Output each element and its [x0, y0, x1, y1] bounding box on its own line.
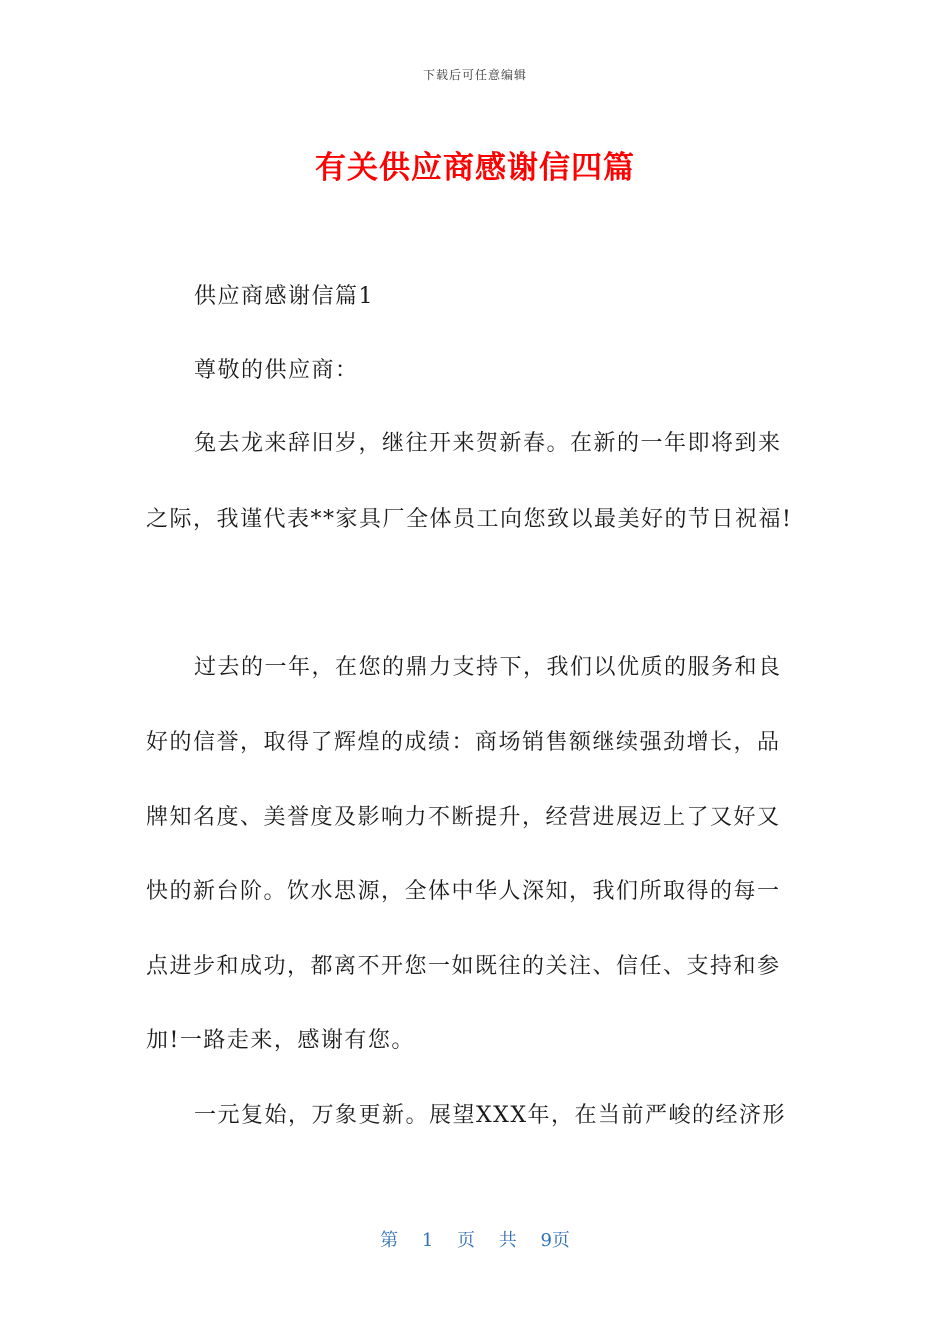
paragraph2-line5: 点进步和成功，都离不开您一如既往的关注、信任、支持和参 — [146, 954, 781, 979]
footer-page-number: 1 — [421, 1230, 434, 1251]
paragraph1-line1: 兔去龙来辞旧岁，继往开来贺新春。在新的一年即将到来 — [194, 431, 782, 456]
footer-prefix: 第 — [380, 1230, 399, 1251]
paragraph2-line1: 过去的一年，在您的鼎力支持下，我们以优质的服务和良 — [194, 655, 782, 680]
paragraph3-line1: 一元复始，万象更新。展望XXX年，在当前严峻的经济形 — [194, 1103, 786, 1128]
paragraph2-line4: 快的新台阶。饮水思源，全体中华人深知，我们所取得的每一 — [146, 879, 781, 904]
section-heading: 供应商感谢信篇1 — [194, 284, 374, 309]
header-note: 下载后可任意编辑 — [422, 68, 527, 82]
paragraph2-line2: 好的信誉，取得了辉煌的成绩：商场销售额继续强劲增长，品 — [146, 730, 781, 755]
paragraph1-line2: 之际，我谨代表**家具厂全体员工向您致以最美好的节日祝福! — [146, 507, 793, 532]
footer-total-prefix: 共 — [498, 1230, 517, 1251]
salutation: 尊敬的供应商： — [194, 358, 359, 383]
footer-total-pages: 9页 — [540, 1230, 570, 1251]
paragraph2-line3: 牌知名度、美誉度及影响力不断提升，经营进展迈上了又好又 — [146, 805, 781, 830]
page-footer — [0, 1226, 950, 1252]
paragraph2-line6: 加!一路走来，感谢有您。 — [146, 1028, 415, 1053]
document-title: 有关供应商感谢信四篇 — [315, 150, 635, 186]
footer-page-label: 页 — [457, 1230, 475, 1251]
